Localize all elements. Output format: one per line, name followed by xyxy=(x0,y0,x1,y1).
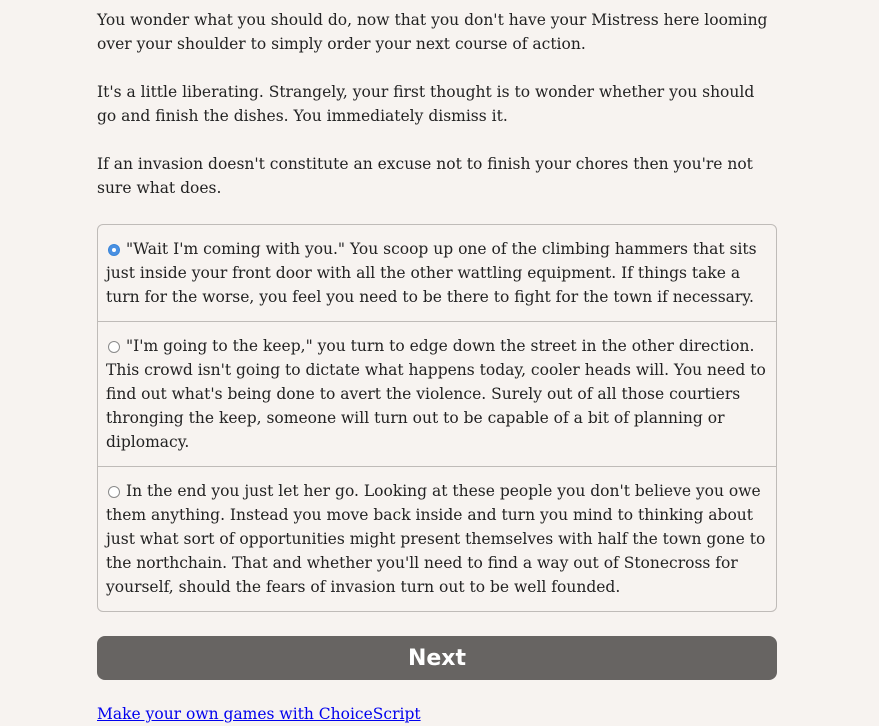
radio-button[interactable] xyxy=(108,486,120,498)
story-paragraph: You wonder what you should do, now that you don't have your Mistress here looming over your shoulder to simply order your next course of action. xyxy=(97,11,768,53)
choicescript-link[interactable]: Make your own games with ChoiceScript xyxy=(97,705,421,723)
choice-text: In the end you just let her go. Looking at these people you don't believe you owe them anything. Instead you move back inside and turn you mind to thinking about just what sort of opportunities might present themselves with half the town gone to the northchain. That and whether you'll need to find a way out of Stonecross for yourself, should the fears of invasion turn out to be well founded. xyxy=(106,482,766,596)
choice-option-2[interactable] xyxy=(98,321,776,466)
choice-text: "Wait I'm coming with you." You scoop up one of the climbing hammers that sits just inside your front door with all the other wattling equipment. If things take a turn for the worse, you feel you need to be there to fight for the town if necessary. xyxy=(106,240,757,306)
next-button[interactable]: Next xyxy=(97,636,777,680)
choice-option-3[interactable] xyxy=(98,466,776,611)
radio-button-selected[interactable] xyxy=(108,244,120,256)
story-text xyxy=(97,8,777,200)
story-paragraph: It's a little liberating. Strangely, your first thought is to wonder whether you should go and finish the dishes. You immediately dismiss it. xyxy=(97,83,755,125)
story-paragraph: If an invasion doesn't constitute an excuse not to finish your chores then you're not sure what does. xyxy=(97,155,753,197)
choice-option-1[interactable] xyxy=(98,225,776,321)
choice-text: "I'm going to the keep," you turn to edge down the street in the other direction. This crowd isn't going to dictate what happens today, cooler heads will. You need to find out what's being done to avert the violence. Surely out of all those courtiers thronging the keep, someone will turn out to be capable of a bit of planning or diplomacy. xyxy=(106,337,766,451)
radio-button[interactable] xyxy=(108,341,120,353)
choice-list xyxy=(97,224,777,612)
game-content xyxy=(97,8,777,726)
